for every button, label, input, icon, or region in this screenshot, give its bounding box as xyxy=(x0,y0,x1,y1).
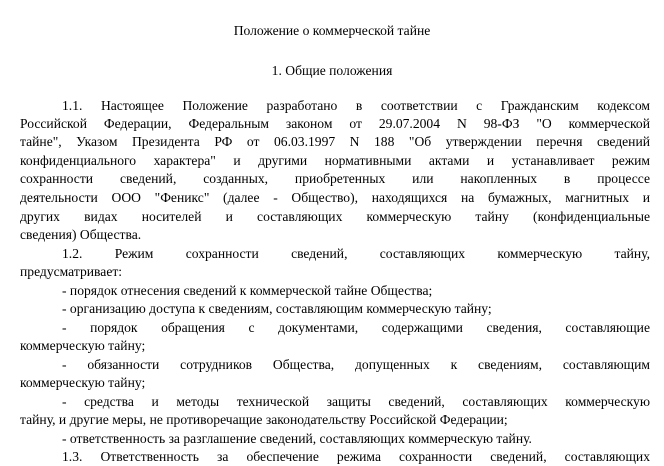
list-item-continuation: коммерческую тайну; xyxy=(20,338,146,353)
paragraph-1-2-line: 1.2. Режим сохранности сведений, составляющих коммерческую тайну, xyxy=(62,246,650,261)
list-item: - организацию доступа к сведениям, составляющим коммерческую тайну; xyxy=(62,301,492,316)
paragraph-1-1-line: сохранности сведений, созданных, приобретенных или накопленных в процессе xyxy=(20,171,650,186)
paragraph-1-1-line: Российской Федерации, Федеральным законом от 29.07.2004 N 98-ФЗ "О коммерческой xyxy=(20,116,650,131)
list-item: - средства и методы технической защиты сведений, составляющих коммерческую xyxy=(62,394,650,409)
list-item: - обязанности сотрудников Общества, допущенных к сведениям, составляющим xyxy=(62,357,650,372)
paragraph-1-2-line: предусматривает: xyxy=(20,264,123,279)
paragraph-1-1-line: конфиденциального характера" и другими нормативными актами и устанавливает режим xyxy=(20,153,650,168)
paragraph-1-3-line: 1.3. Ответственность за обеспечение режима сохранности сведений, составляющих xyxy=(62,449,650,464)
paragraph-1-1-line: 1.1. Настоящее Положение разработано в соответствии с Гражданским кодексом xyxy=(62,98,650,113)
list-item: - порядок обращения с документами, содержащими сведения, составляющие xyxy=(62,320,650,335)
paragraph-1-1-line: сведения) Общества. xyxy=(20,227,142,242)
list-item-continuation: коммерческую тайну; xyxy=(20,375,146,390)
paragraph-1-1-line: деятельности ООО "Феникс" (далее - Общество), находящихся на бумажных, магнитных и xyxy=(20,190,650,205)
list-item-continuation: тайну, и другие меры, не противоречащие законодательству Российской Федерации; xyxy=(20,412,508,427)
section-heading: 1. Общие положения xyxy=(271,63,393,78)
paragraph-1-1-line: тайне", Указом Президента РФ от 06.03.1997 N 188 "Об утверждении перечня сведений xyxy=(20,134,650,149)
document-title: Положение о коммерческой тайне xyxy=(233,23,431,38)
list-item: - порядок отнесения сведений к коммерческой тайне Общества; xyxy=(62,283,433,298)
paragraph-1-1-line: других видах носителей и составляющих коммерческую тайну (конфиденциальные xyxy=(20,209,650,224)
list-item: - ответственность за разглашение сведений, составляющих коммерческую тайну. xyxy=(62,431,532,446)
